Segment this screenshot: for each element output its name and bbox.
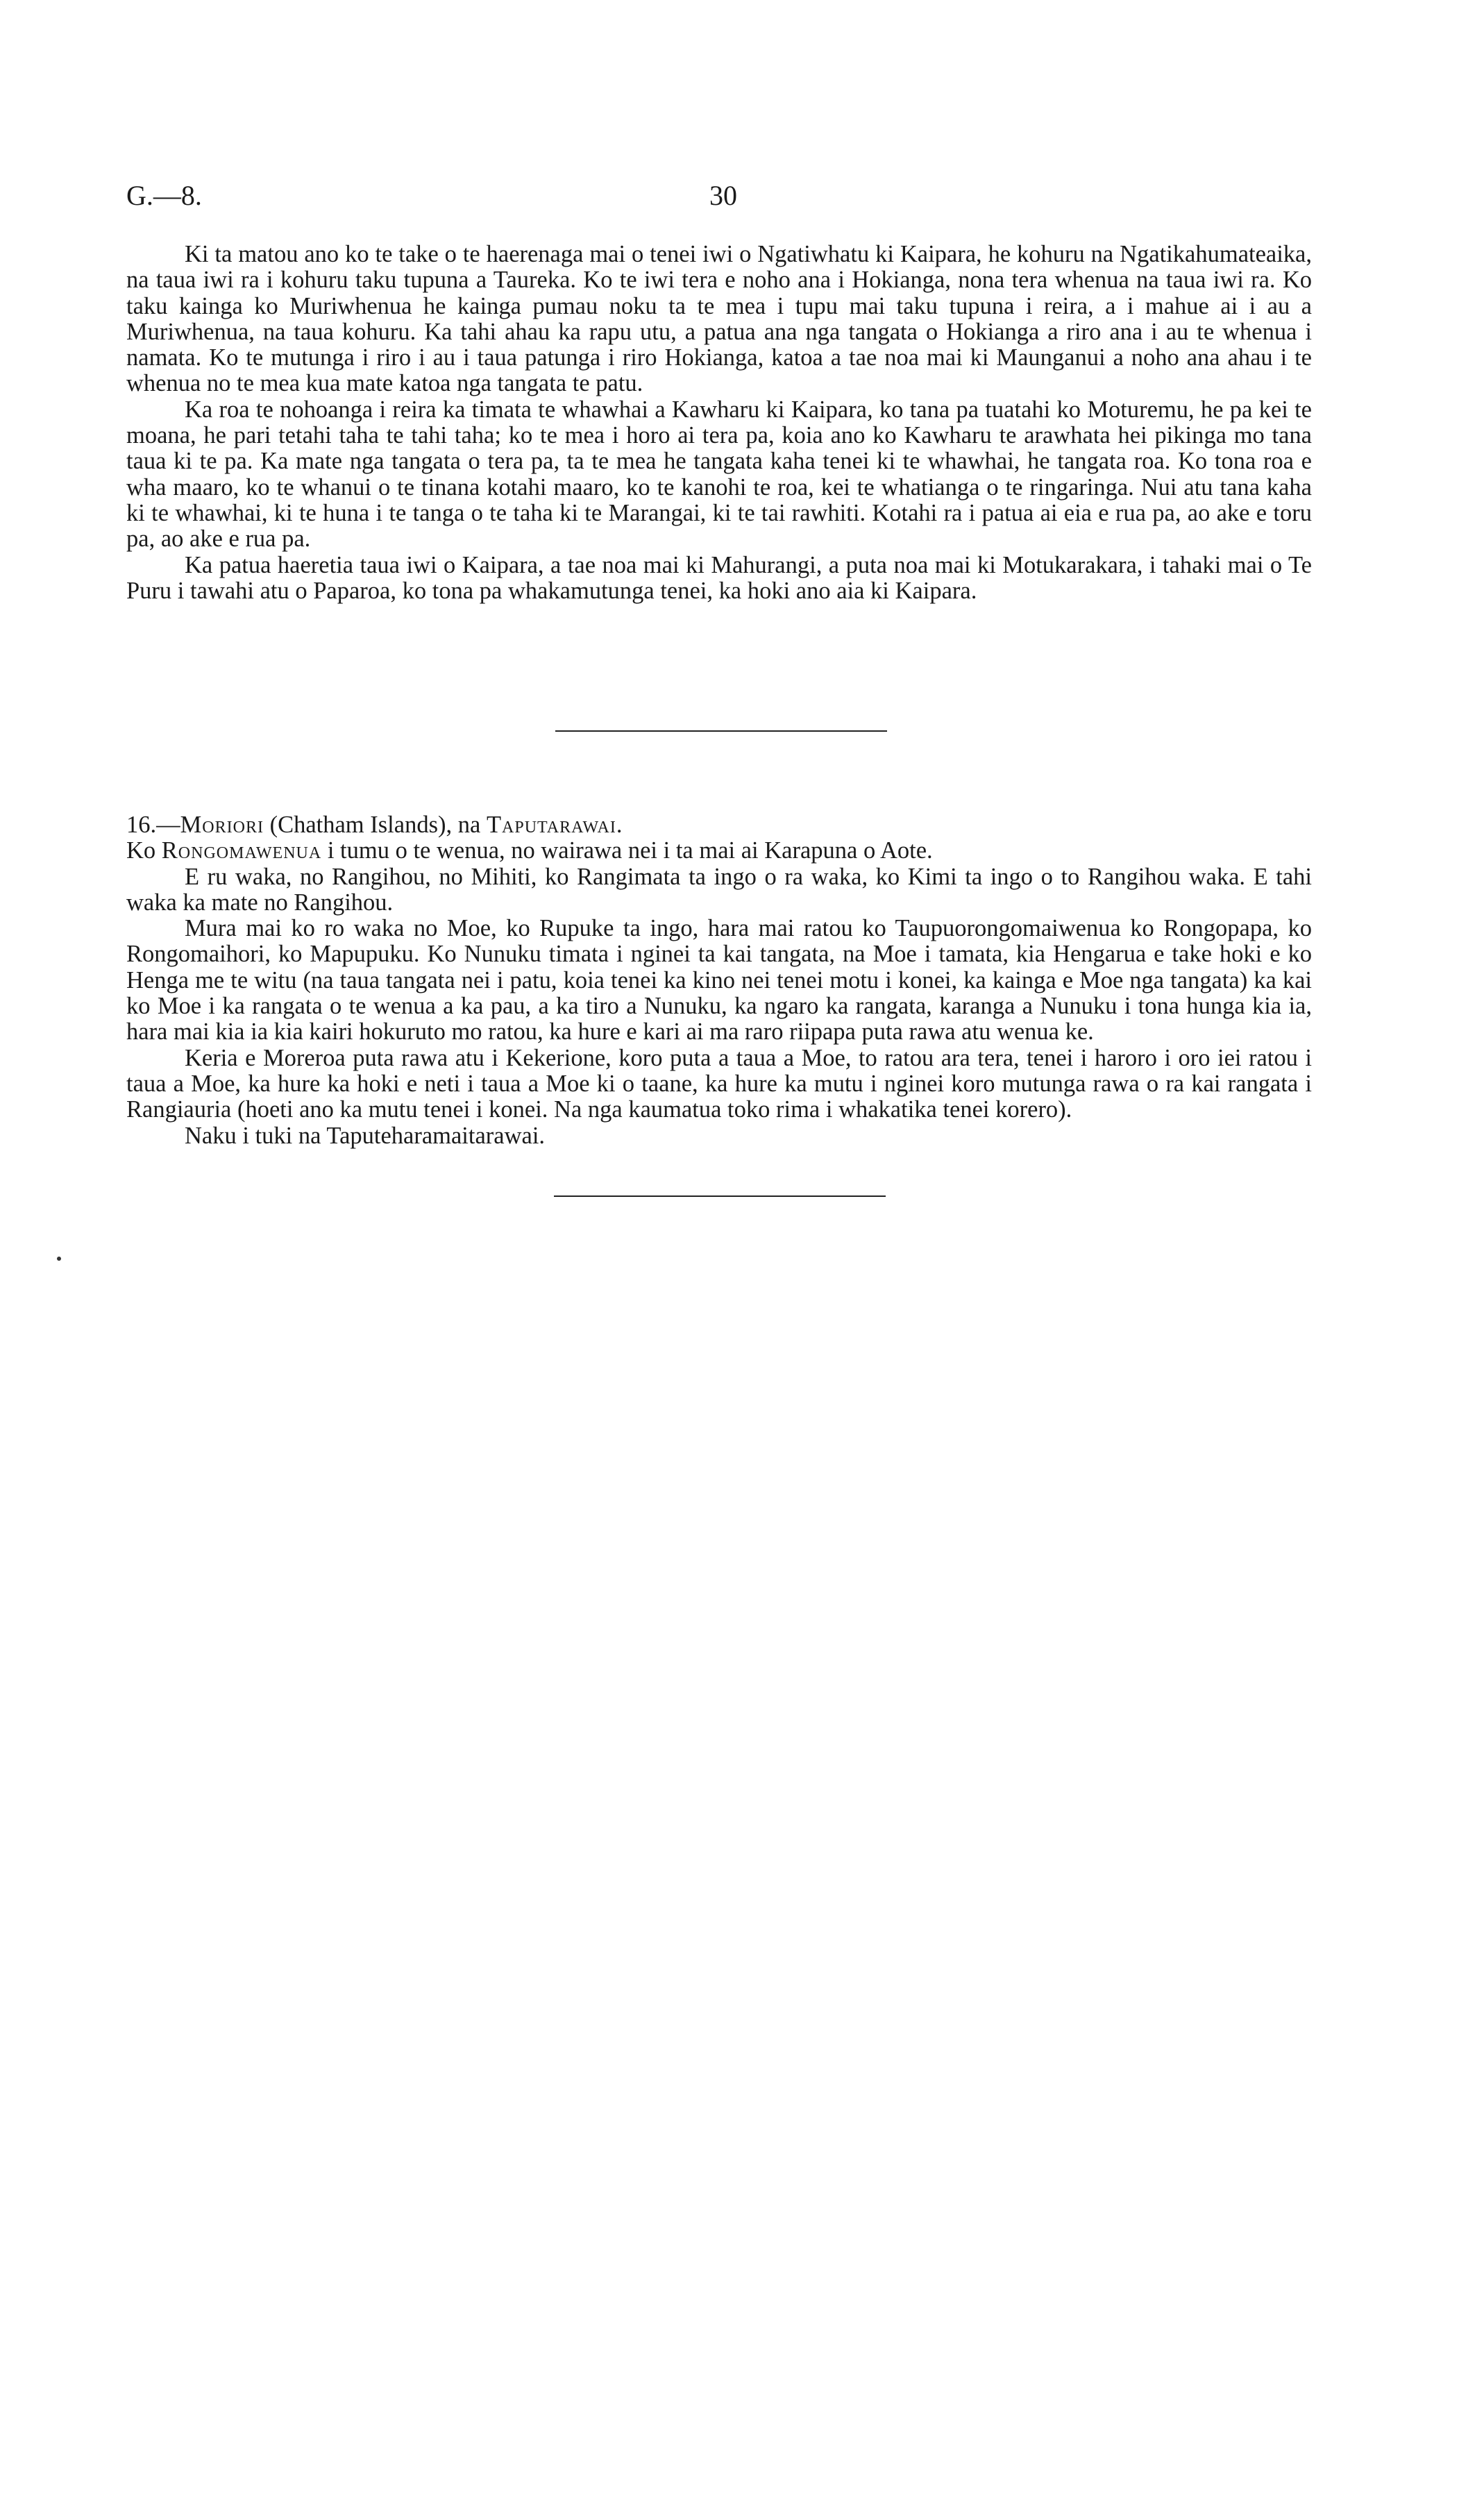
lead-word: Ko: [126, 837, 162, 864]
section-name: Moriori: [180, 812, 264, 838]
page-header: [126, 179, 1312, 214]
section-place: (Chatham Islands), na: [263, 812, 487, 838]
section-1-body: [126, 242, 1312, 604]
section-title: [126, 812, 1312, 838]
end-divider: [554, 1195, 886, 1197]
name-smallcaps: Rongomawenua: [161, 837, 322, 864]
lead-rest: i tumu o te wenua, no wairawa nei i ta mai ai Karapuna o Aote.: [321, 837, 933, 864]
paragraph: [126, 838, 1312, 864]
section-2-body: [126, 812, 1312, 1149]
paragraph: Ki ta matou ano ko te take o te haerenaga mai o tenei iwi o Ngatiwhatu ki Kaipara, he kohuru na Ngatikahumateaika, na taua iwi ra i kohuru taku tupuna a Taureka. Ko te iwi tera e noho ana i Hokianga, nona tera whenua na taua iwi ra. Ko taku kainga ko Muriwhenua he kainga pumau noku ta te mea i tupu mai taku tupuna i reira, a i mahue ai i au a Muriwhenua, na taua kohuru. Ka tahi ahau ka rapu utu, a patua ana nga tangata o Hokianga a riro ana i au te whenua i namata. Ko te mutunga i riro i au i taua patunga i riro Hokianga, katoa a tae noa mai ki Maunganui a noho ana ahau i te whenua no te mea kua mate katoa nga tangata te patu.: [126, 241, 1312, 397]
page-number: 30: [709, 180, 737, 211]
paragraph: Keria e Moreroa puta rawa atu i Kekerione, koro puta a taua a Moe, to ratou ara tera, tenei i haroro i oro iei ratou i taua a Moe, ka hure ka hoki e neti i taua a Moe ki o taane, ka hure ka mutu i nginei koro mutunga rawa o ra kai rangata i Rangiauria (hoeti ano ka mutu tenei i konei. Na nga kaumatua toko rima i whakatika tenei korero).: [126, 1044, 1312, 1123]
paragraph: Ka patua haeretia taua iwi o Kaipara, a tae noa mai ki Mahurangi, a puta noa mai ki Motukarakara, i tahaki mai o Te Puru i tawahi atu o Paparoa, ko tona pa whakamutunga tenei, ka hoki ano aia ki Kaipara.: [126, 551, 1312, 604]
scan-speck: [57, 1257, 61, 1261]
paragraph: Ka roa te nohoanga i reira ka timata te whawhai a Kawharu ki Kaipara, ko tana pa tuatahi ko Moturemu, he pa kei te moana, he pari tetahi taha te tahi taha; ko te mea i horo ai tera pa, koia ano ko Kawharu te arawhata hei pikinga mo tana taua ki te pa. Ka mate nga tangata o tera pa, ta te mea he tangata kaha tenei ki te whawhai, he tangata roa. Ko tona roa e wha maaro, ko te whanui o te tinana kotahi maaro, ko te kanohi te roa, kei te whatianga o te ringaringa. Nui atu tana kaha ki te whawhai, ki te huna i te tanga o te taha ki te Marangai, ki te tai rawhiti. Kotahi ra i patua ai eia e rua pa, ao ake e toru pa, ao ake e rua pa.: [126, 396, 1312, 553]
series-number: G.—8.: [126, 180, 202, 211]
signature-line: Naku i tuki na Taputeharamaitarawai.: [185, 1122, 546, 1149]
section-divider: [555, 730, 887, 732]
section-author: Taputarawai.: [486, 812, 623, 838]
section-number: 16.—: [126, 812, 180, 838]
paragraph: Mura mai ko ro waka no Moe, ko Rupuke ta ingo, hara mai ratou ko Taupuorongomaiwenua ko Rongopapa, ko Rongomaihori, ko Mapupuku. Ko Nunuku timata i nginei ta kai tangata, na Moe i tamata, kia Hengarua e take hoki e ko Henga me te witu (na taua tangata nei i patu, koia tenei ka kino nei tenei motu i konei, ka kainga e Moe nga tangata) ka kai ko Moe i ka rangata o te wenua a ka pau, a ka tiro a Nunuku, ka ngaro ka rangata, karanga a Nunuku i tona hunga kia ia, hara mai kia ia kia kairi hokuruto mo ratou, ka hure e kari ai ma raro riipapa puta rawa atu wenua ke.: [126, 915, 1312, 1046]
paragraph: E ru waka, no Rangihou, no Mihiti, ko Rangimata ta ingo o ra waka, ko Kimi ta ingo o to Rangihou waka. E tahi waka ka mate no Rangihou.: [126, 863, 1312, 916]
